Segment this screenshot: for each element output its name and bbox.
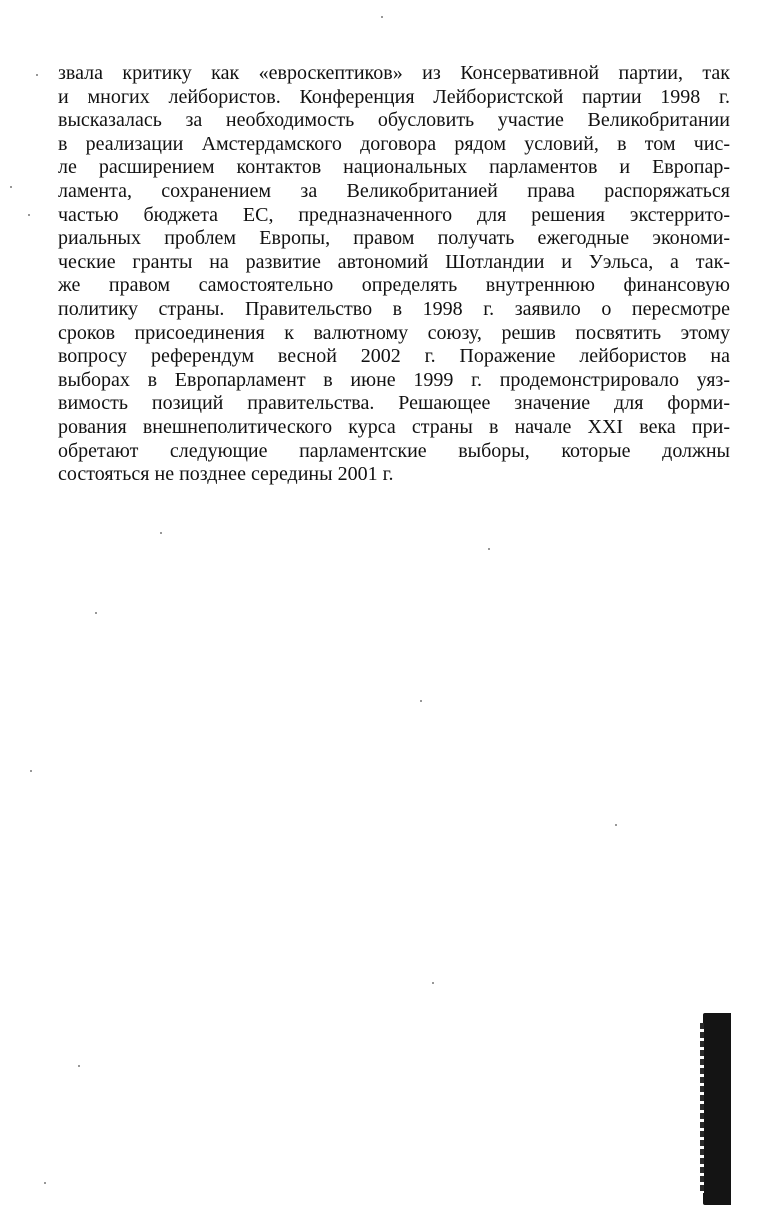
text-line-7: частью бюджета ЕС, предназначенного для решения экстеррито-: [58, 203, 730, 226]
scan-speck: [28, 214, 30, 216]
scan-speck: [160, 532, 162, 534]
text-line-9: ческие гранты на развитие автономий Шотландии и Уэльса, а так-: [58, 250, 730, 273]
scan-speck: [615, 824, 617, 826]
scan-speck: [30, 770, 32, 772]
text-line-5: ле расширением контактов национальных парламентов и Европар-: [58, 156, 730, 179]
text-line-1: звала критику как «евроскептиков» из Консервативной партии, так: [58, 62, 730, 84]
text-line-11: политику страны. Правительство в 1998 г. заявило о пересмотре: [58, 297, 730, 320]
scan-speck: [95, 612, 97, 614]
text-line-4: в реализации Амстердамского договора рядом условий, в том чис-: [58, 132, 730, 155]
text-line-6: ламента, сохранением за Великобританией права распоряжаться: [58, 179, 730, 202]
scan-edge-shadow: [703, 1013, 731, 1205]
text-line-16: рования внешнеполитического курса страны в начале XXI века при-: [58, 415, 730, 438]
scan-speck: [10, 186, 12, 188]
text-line-12: сроков присоединения к валютному союзу, решив посвятить этому: [58, 321, 730, 344]
scan-speck: [381, 16, 383, 18]
scan-speck: [44, 1182, 46, 1184]
text-line-15: вимость позиций правительства. Решающее значение для форми-: [58, 392, 730, 415]
text-line-14: выборах в Европарламент в июне 1999 г. продемонстрировало уяз-: [58, 368, 730, 391]
scan-speck: [488, 548, 490, 550]
scan-speck: [36, 74, 38, 76]
text-line-2: и многих лейбористов. Конференция Лейбористской партии 1998 г.: [58, 85, 730, 108]
text-line-17: обретают следующие парламентские выборы, которые должны: [58, 439, 730, 462]
scan-speck: [78, 1065, 80, 1067]
text-line-3: высказалась за необходимость обусловить участие Великобритании: [58, 109, 730, 132]
text-line-18: состояться не позднее середины 2001 г.: [58, 463, 394, 486]
scan-speck: [432, 982, 434, 984]
text-line-13: вопросу референдум весной 2002 г. Поражение лейбористов на: [58, 345, 730, 368]
scan-speck: [420, 700, 422, 702]
body-text: [58, 62, 730, 487]
text-line-10: же правом самостоятельно определять внутреннюю финансовую: [58, 274, 730, 297]
text-line-8: риальных проблем Европы, правом получать ежегодные экономи-: [58, 227, 730, 250]
